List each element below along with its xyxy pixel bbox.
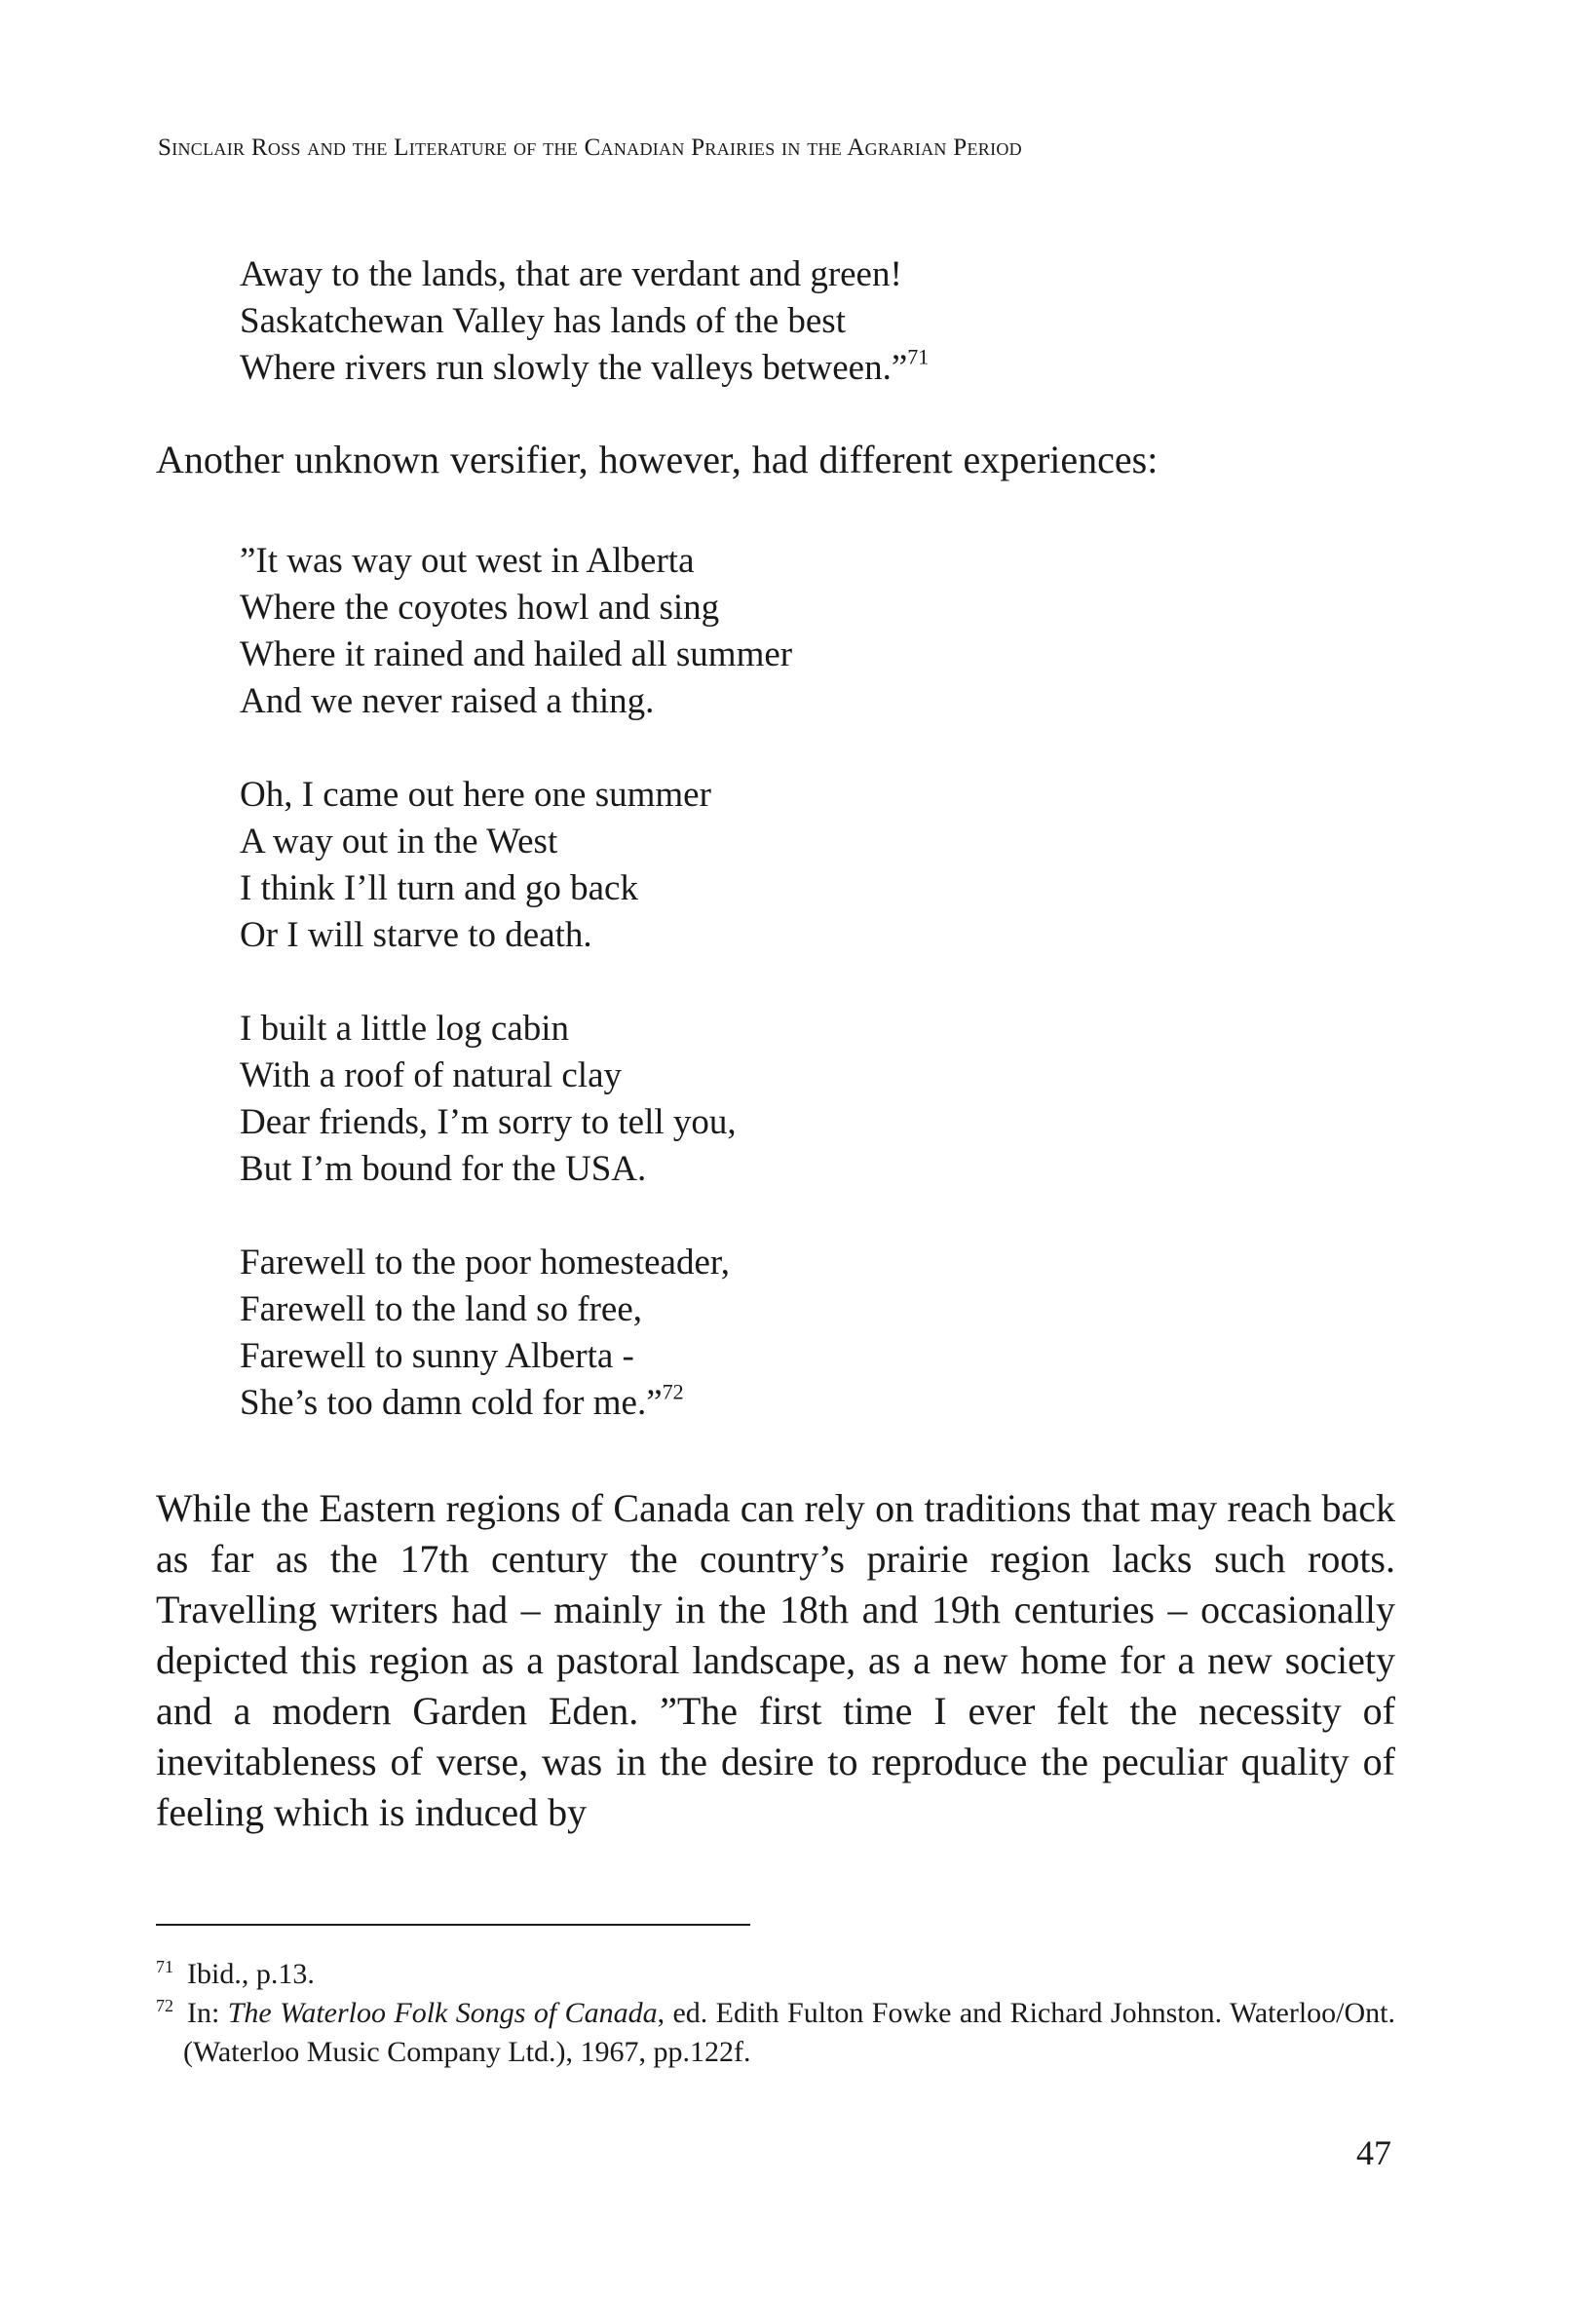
running-head: Sinclair Ross and the Literature of the Canadian Prairies in the Agrarian Period [158,134,1022,161]
stanza [240,1006,792,1193]
stanza [240,538,792,725]
verse-line: Saskatchewan Valley has lands of the best [240,301,846,341]
body-paragraph: While the Eastern regions of Canada can rely on traditions that may reach back as far as the 17th century the country’s prairie region lacks such roots. Travelling writers had – mainly in the 18th and 19th centuries – occasionally depicted this region as a pastoral landscape, as a new home for a new society and a modern Garden Eden. ”The first time I ever felt the necessity of inevitableness of verse, was in the desire to reproduce the peculiar quality of feeling which is induced by [156,1486,1395,1834]
footnote-prefix: In: [187,1997,228,2029]
page-number: 47 [1356,2133,1391,2172]
stanza [240,1240,792,1427]
verse-line: Dear friends, I’m sorry to tell you, [240,1102,737,1142]
verse-line: And we never raised a thing. [240,681,655,721]
footnote-mark: 72 [156,1996,173,2016]
verse-line: But I’m bound for the USA. [240,1149,647,1189]
verse-line: With a roof of natural clay [240,1055,622,1095]
verse-line: I think I’ll turn and go back [240,868,638,908]
verse-line [240,1380,792,1427]
footnote-book-title: The Waterloo Folk Songs of Canada [227,1997,658,2029]
footnote-72 [156,1994,1395,2072]
footnotes [156,1955,1395,2072]
verse-line-text: Where rivers run slowly the valleys between.” [240,348,908,388]
intro-sentence: Another unknown versifier, however, had different experiences: [156,438,1159,481]
verse-line-text: She’s too damn cold for me.” [240,1383,663,1423]
footnote-71 [156,1955,1395,1994]
verse-line: Farewell to sunny Alberta - [240,1336,634,1376]
footnote-mark: 71 [156,1957,173,1977]
stanza [240,772,792,959]
footnote-divider [156,1924,750,1926]
verse-line [240,345,929,392]
verse-line: Where it rained and hailed all summer [240,634,793,674]
verse-line: Farewell to the land so free, [240,1289,643,1329]
verse-line: ”It was way out west in Alberta [240,541,695,581]
footnote-text: Ibid., p.13. [187,1958,315,1990]
verse-line: A way out in the West [240,822,558,862]
footnote-ref-72: 72 [662,1379,684,1404]
verse-line: Oh, I came out here one summer [240,775,711,815]
verse-excerpt-top [240,251,929,392]
footnote-ref-71: 71 [907,344,930,369]
footnote-citation: , ed. Edith Fulton Fowke and Richard Johnston. Waterloo/Ont. (Waterloo Music Company Ltd.), 1967, pp.122f. [183,1997,1395,2068]
verse-line: Where the coyotes howl and sing [240,588,720,628]
verse-line: I built a little log cabin [240,1009,570,1049]
verse-line: Or I will starve to death. [240,915,592,955]
verse-line: Away to the lands, that are verdant and green! [240,254,902,294]
folk-song-verse [240,538,792,1427]
verse-line: Farewell to the poor homesteader, [240,1243,730,1283]
